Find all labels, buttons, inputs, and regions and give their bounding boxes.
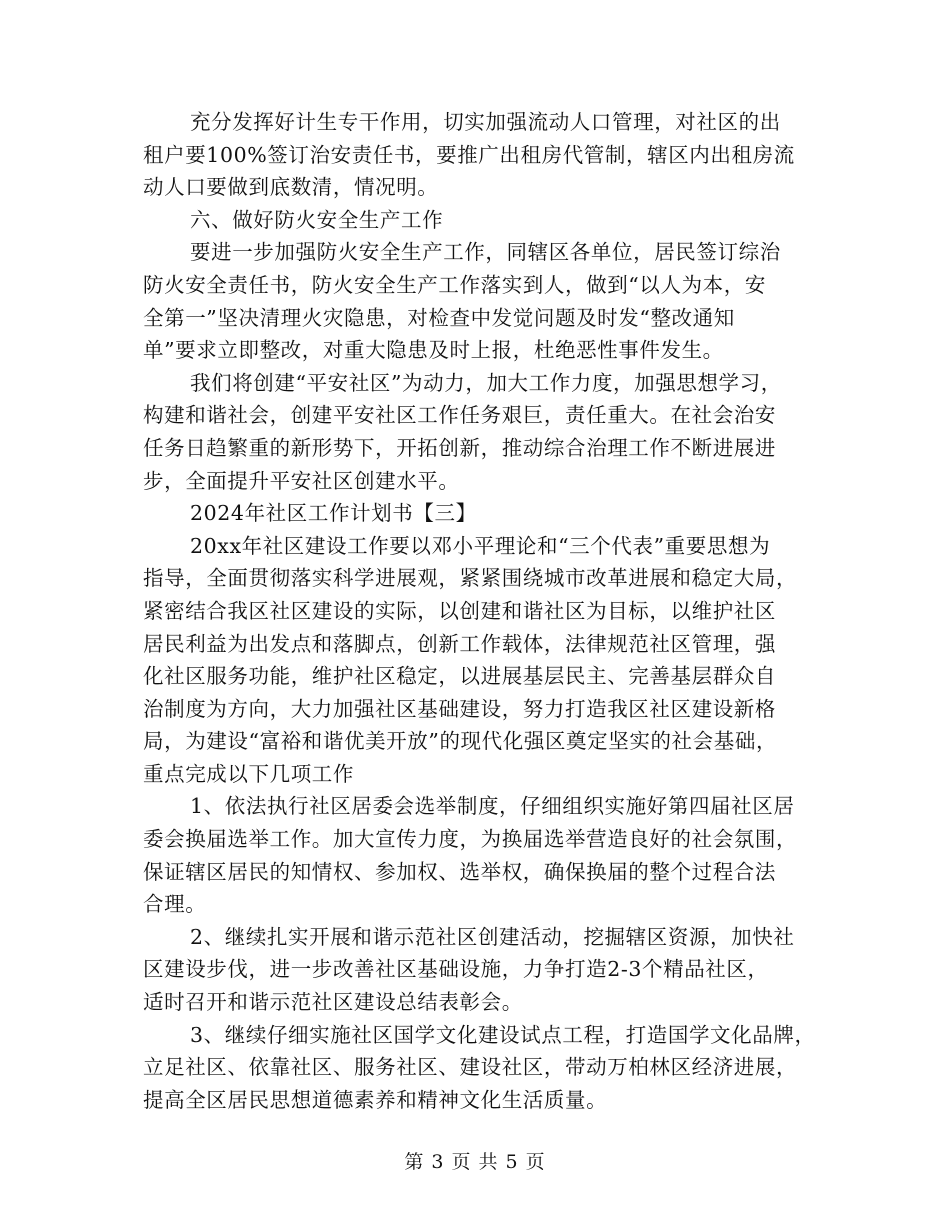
text-line: 保证辖区居民的知情权、参加权、选举权，确保换届的整个过程合法 bbox=[143, 859, 776, 884]
text-line: 合理。 bbox=[143, 892, 207, 917]
text-line: 全第一”坚决清理火灾隐患，对检查中发觉问题及时发“整改通知 bbox=[143, 305, 735, 330]
document-body bbox=[143, 106, 823, 1116]
text-line: 重点完成以下几项工作 bbox=[143, 761, 354, 786]
text-line: 防火安全责任书，防火安全生产工作落实到人，做到“以人为本，安 bbox=[143, 272, 766, 297]
text-line: 区建设步伐，进一步改善社区基础设施，力争打造2-3个精品社区， bbox=[143, 957, 769, 982]
text-line: 2、继续扎实开展和谐示范社区创建活动，挖掘辖区资源，加快社 bbox=[190, 924, 795, 949]
text-line: 充分发挥好计生专干作用，切实加强流动人口管理，对社区的出 bbox=[190, 110, 781, 134]
text-line: 步，全面提升平安社区创建水平。 bbox=[143, 468, 460, 493]
text-line: 构建和谐社会，创建平安社区工作任务艰巨，责任重大。在社会治安 bbox=[143, 403, 776, 428]
text-line: 委会换届选举工作。加大宣传力度，为换届选举营造良好的社会氛围， bbox=[143, 827, 798, 852]
text-line: 指导，全面贯彻落实科学进展观，紧紧围绕城市改革进展和稳定大局， bbox=[143, 566, 798, 591]
text-line: 任务日趋繁重的新形势下，开拓创新，推动综合治理工作不断进展进 bbox=[143, 435, 776, 460]
text-line: 六、做好防火安全生产工作 bbox=[190, 207, 444, 232]
text-line: 单”要求立即整改，对重大隐患及时上报，杜绝恶性事件发生。 bbox=[143, 338, 724, 363]
text-line: 租户要100%签订治安责任书，要推广出租房代管制，辖区内出租房流 bbox=[143, 142, 795, 167]
text-line: 20xx年社区建设工作要以邓小平理论和“三个代表”重要思想为 bbox=[190, 533, 771, 558]
text-line: 居民利益为出发点和落脚点，创新工作载体，法律规范社区管理，强 bbox=[143, 631, 776, 656]
text-line: 动人口要做到底数清，情况明。 bbox=[143, 175, 439, 200]
text-line: 2024年社区工作计划书【三】 bbox=[190, 501, 477, 526]
text-line: 提高全区居民思想道德素养和精神文化生活质量。 bbox=[143, 1087, 608, 1112]
text-line: 局，为建设“富裕和谐优美开放”的现代化强区奠定坚实的社会基础， bbox=[143, 729, 778, 754]
text-line: 适时召开和谐示范社区建设总结表彰会。 bbox=[143, 990, 523, 1015]
text-line: 化社区服务功能，维护社区稳定，以进展基层民主、完善基层群众自 bbox=[143, 664, 776, 689]
text-line: 治制度为方向，大力加强社区基础建设，努力打造我区社区建设新格 bbox=[143, 696, 776, 721]
text-line: 1、依法执行社区居委会选举制度，仔细组织实施好第四届社区居 bbox=[190, 794, 795, 819]
page-footer: 第 3 页 共 5 页 bbox=[404, 1151, 546, 1173]
text-line: 紧密结合我区社区建设的实际，以创建和谐社区为目标，以维护社区 bbox=[143, 598, 776, 623]
text-line: 3、继续仔细实施社区国学文化建设试点工程，打造国学文化品牌， bbox=[190, 1022, 816, 1047]
text-line: 立足社区、依靠社区、服务社区、建设社区，带动万柏林区经济进展， bbox=[143, 1055, 798, 1080]
text-line: 我们将创建“平安社区”为动力，加大工作力度，加强思想学习， bbox=[190, 370, 782, 395]
text-line: 要进一步加强防火安全生产工作，同辖区各单位，居民签订综治 bbox=[190, 240, 781, 265]
